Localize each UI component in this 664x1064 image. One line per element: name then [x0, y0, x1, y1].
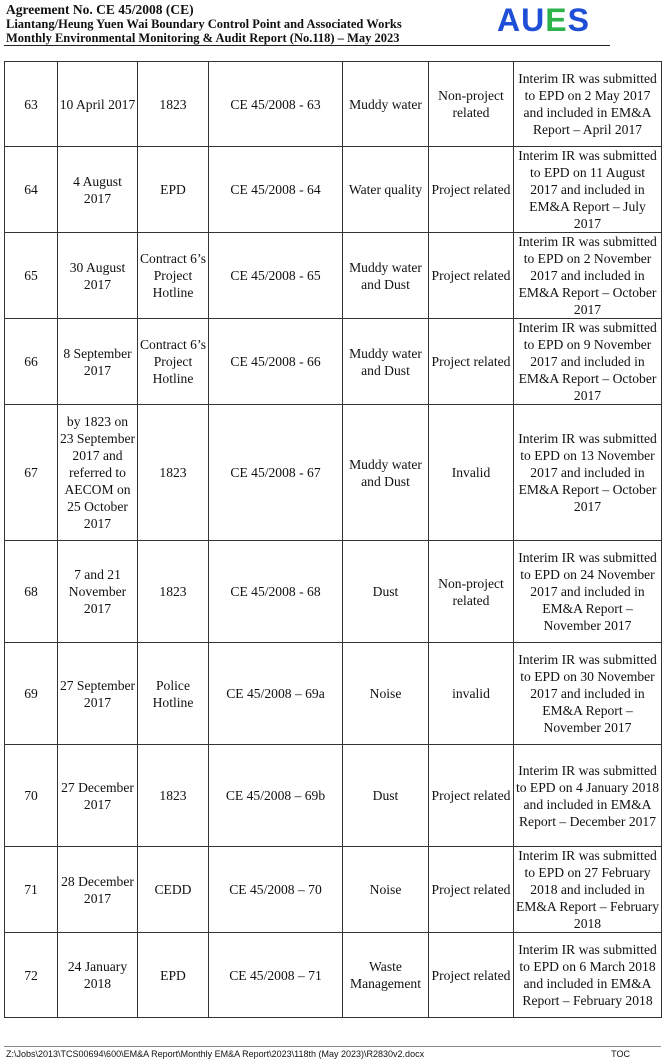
cell-date: 10 April 2017 [58, 62, 138, 147]
table-row [5, 319, 662, 405]
cell-source: EPD [138, 147, 209, 233]
cell-no: 69 [5, 643, 58, 745]
toc-link[interactable]: TOC [611, 1049, 630, 1059]
cell-ref: CE 45/2008 - 63 [209, 62, 343, 147]
cell-remark: Interim IR was submitted to EPD on 2 November 2017 and included in EM&A Report – October 2017 [514, 233, 662, 319]
table-row [5, 541, 662, 643]
cell-remark: Interim IR was submitted to EPD on 30 November 2017 and included in EM&A Report – November 2017 [514, 643, 662, 745]
cell-source: 1823 [138, 745, 209, 847]
cell-nature: Noise [343, 847, 429, 933]
cell-nature: Dust [343, 745, 429, 847]
table-row [5, 147, 662, 233]
cell-status: Invalid [429, 405, 514, 541]
cell-ref: CE 45/2008 – 70 [209, 847, 343, 933]
cell-date: 8 September 2017 [58, 319, 138, 405]
cell-status: Project related [429, 233, 514, 319]
cell-ref: CE 45/2008 - 64 [209, 147, 343, 233]
table-row [5, 745, 662, 847]
cell-ref: CE 45/2008 - 68 [209, 541, 343, 643]
cell-remark: Interim IR was submitted to EPD on 4 January 2018 and included in EM&A Report – December 2017 [514, 745, 662, 847]
cell-date: 27 September 2017 [58, 643, 138, 745]
page-footer [6, 1049, 658, 1060]
cell-no: 64 [5, 147, 58, 233]
cell-remark: Interim IR was submitted to EPD on 11 August 2017 and included in EM&A Report – July 2017 [514, 147, 662, 233]
cell-status: invalid [429, 643, 514, 745]
complaint-log-table [4, 61, 662, 1018]
cell-nature: Muddy water and Dust [343, 405, 429, 541]
cell-no: 65 [5, 233, 58, 319]
cell-status: Project related [429, 933, 514, 1018]
cell-no: 63 [5, 62, 58, 147]
cell-nature: Noise [343, 643, 429, 745]
footer-divider [4, 1046, 661, 1047]
agreement-number: Agreement No. CE 45/2008 (CE) [6, 2, 194, 17]
cell-date: 24 January 2018 [58, 933, 138, 1018]
cell-date: 4 August 2017 [58, 147, 138, 233]
table-row [5, 847, 662, 933]
cell-source: 1823 [138, 405, 209, 541]
logo-letter: E [545, 2, 568, 38]
cell-status: Non-project related [429, 62, 514, 147]
cell-status: Project related [429, 847, 514, 933]
cell-nature: Dust [343, 541, 429, 643]
logo-letter: U [521, 2, 546, 38]
cell-no: 68 [5, 541, 58, 643]
report-title: Monthly Environmental Monitoring & Audit Report (No.118) – May 2023 [6, 31, 400, 45]
cell-nature: Muddy water and Dust [343, 319, 429, 405]
cell-remark: Interim IR was submitted to EPD on 24 November 2017 and included in EM&A Report – November 2017 [514, 541, 662, 643]
cell-no: 71 [5, 847, 58, 933]
cell-source: Contract 6’s Project Hotline [138, 233, 209, 319]
cell-status: Project related [429, 745, 514, 847]
cell-nature: Muddy water and Dust [343, 233, 429, 319]
logo-letter: S [567, 2, 590, 38]
cell-ref: CE 45/2008 – 69a [209, 643, 343, 745]
cell-status: Project related [429, 147, 514, 233]
table-row [5, 643, 662, 745]
table-row [5, 405, 662, 541]
cell-source: 1823 [138, 62, 209, 147]
cell-date: 30 August 2017 [58, 233, 138, 319]
cell-nature: Water quality [343, 147, 429, 233]
cell-status: Non-project related [429, 541, 514, 643]
cell-remark: Interim IR was submitted to EPD on 2 May 2017 and included in EM&A Report – April 2017 [514, 62, 662, 147]
cell-ref: CE 45/2008 - 66 [209, 319, 343, 405]
table-row [5, 62, 662, 147]
project-title: Liantang/Heung Yuen Wai Boundary Control Point and Associated Works [6, 17, 402, 31]
cell-no: 67 [5, 405, 58, 541]
cell-source: 1823 [138, 541, 209, 643]
cell-ref: CE 45/2008 – 69b [209, 745, 343, 847]
cell-date: 27 December 2017 [58, 745, 138, 847]
aues-logo [497, 3, 590, 37]
cell-date: 28 December 2017 [58, 847, 138, 933]
cell-ref: CE 45/2008 - 65 [209, 233, 343, 319]
table-row [5, 933, 662, 1018]
cell-date: by 1823 on 23 September 2017 and referred to AECOM on 25 October 2017 [58, 405, 138, 541]
table-row [5, 233, 662, 319]
cell-no: 66 [5, 319, 58, 405]
cell-ref: CE 45/2008 - 67 [209, 405, 343, 541]
cell-source: Police Hotline [138, 643, 209, 745]
cell-remark: Interim IR was submitted to EPD on 9 November 2017 and included in EM&A Report – October 2017 [514, 319, 662, 405]
cell-remark: Interim IR was submitted to EPD on 6 March 2018 and included in EM&A Report – February 2018 [514, 933, 662, 1018]
cell-source: Contract 6’s Project Hotline [138, 319, 209, 405]
logo-letter: A [497, 2, 522, 38]
cell-date: 7 and 21 November 2017 [58, 541, 138, 643]
cell-nature: Waste Management [343, 933, 429, 1018]
cell-no: 72 [5, 933, 58, 1018]
header-divider [4, 45, 610, 46]
file-path: Z:\Jobs\2013\TCS00694\600\EM&A Report\Monthly EM&A Report\2023\118th (May 2023)\R2830v2.docx [6, 1049, 425, 1059]
cell-source: CEDD [138, 847, 209, 933]
cell-ref: CE 45/2008 – 71 [209, 933, 343, 1018]
cell-status: Project related [429, 319, 514, 405]
cell-remark: Interim IR was submitted to EPD on 13 November 2017 and included in EM&A Report – October 2017 [514, 405, 662, 541]
cell-remark: Interim IR was submitted to EPD on 27 February 2018 and included in EM&A Report – February 2018 [514, 847, 662, 933]
cell-nature: Muddy water [343, 62, 429, 147]
cell-source: EPD [138, 933, 209, 1018]
cell-no: 70 [5, 745, 58, 847]
